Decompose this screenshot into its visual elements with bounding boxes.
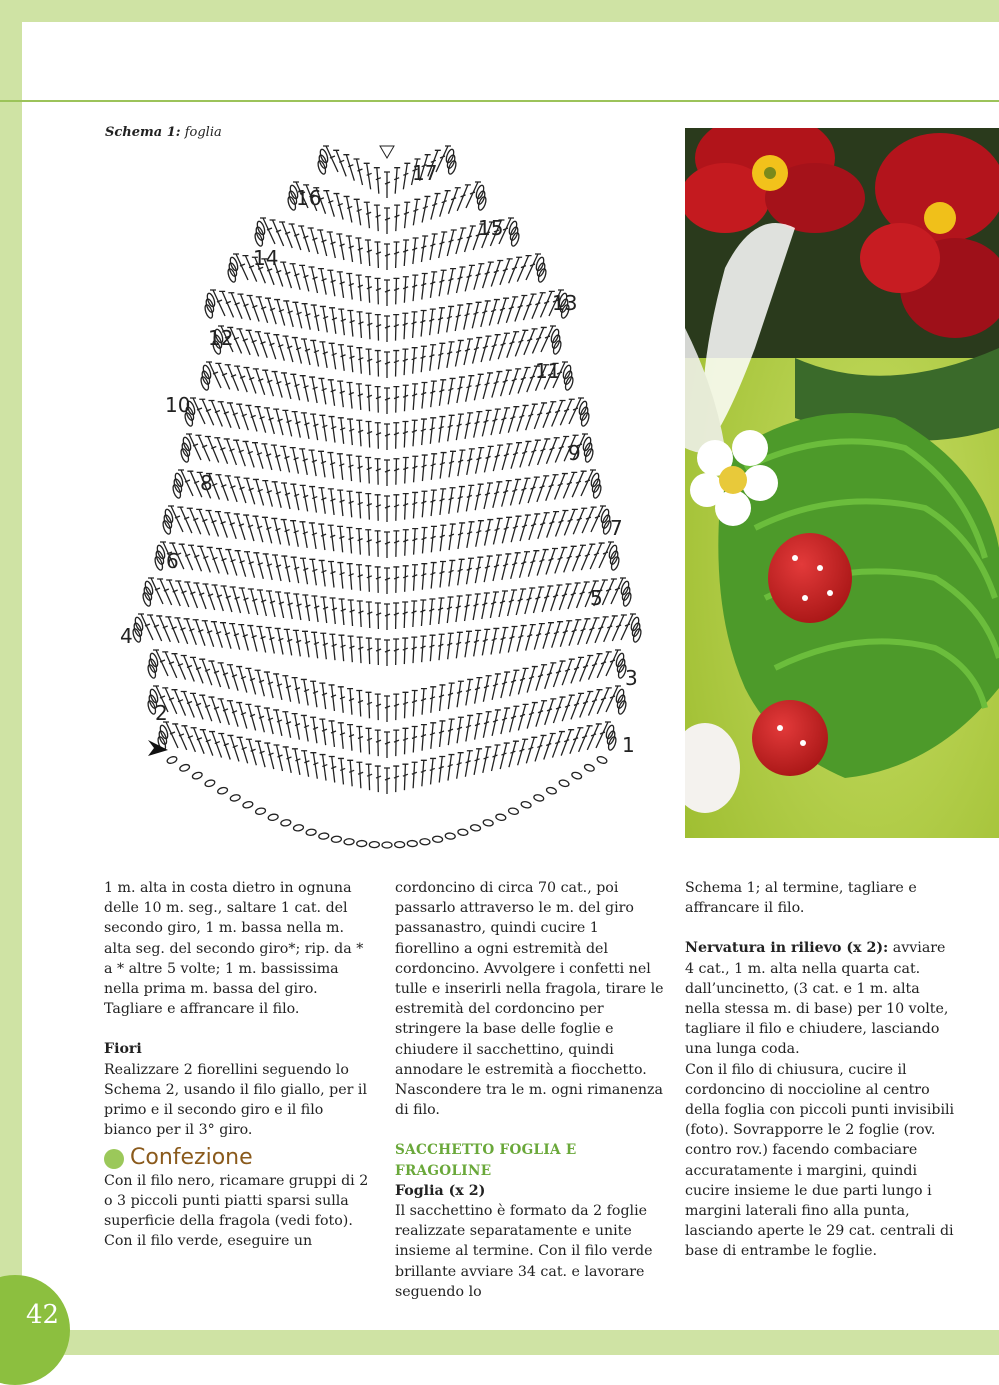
text-column-3 bbox=[685, 878, 955, 1262]
header-rule bbox=[0, 100, 999, 102]
confezione-title: Confezione bbox=[130, 1145, 253, 1171]
row-number-label: 17 bbox=[412, 161, 438, 185]
strawberry-icon bbox=[752, 700, 828, 776]
row-number-label: 13 bbox=[552, 291, 578, 315]
confezione-text: Con il filo nero, ricamare gruppi di 2 o 3 piccoli punti piatti sparsi sulla superficie della fragola (vedi foto). Con il filo verde, eseguire un bbox=[104, 1172, 369, 1250]
row-number-label: 6 bbox=[166, 549, 179, 573]
crochet-chart-leaf bbox=[100, 140, 680, 860]
row-number-label: 9 bbox=[568, 441, 581, 465]
strawberry-icon bbox=[768, 533, 852, 623]
col1-paragraph-2: Tagliare e affrancare il filo. bbox=[104, 1001, 300, 1018]
foglia-heading: Foglia (x 2) bbox=[395, 1182, 486, 1199]
row-number-label: 5 bbox=[590, 586, 603, 610]
schema-title bbox=[105, 125, 222, 140]
bottom-band bbox=[0, 1330, 999, 1355]
schema-name: foglia bbox=[184, 125, 222, 140]
col3-paragraph-3: Con il filo di chiusura, cucire il cordoncino di noccioline al centro della foglia con piccoli punti invisibili (foto). Sovrapporre le 2 foglie (rov. contro rov.) facendo combaciare accuratamente i margini, quindi cucire insieme le due parti lungo i margini laterali fino alla punta, lasciando aperte le 29 cat. centrali di base di entrambe le foglie. bbox=[685, 1061, 955, 1260]
foglia-text: Il sacchettino è formato da 2 foglie realizzate separatamente e unite insieme al termine. Con il filo verde brillante avviare 34 cat. e lavorare seguendo lo bbox=[395, 1203, 653, 1300]
nervatura-text: avviare 4 cat., 1 m. alta nella quarta cat. dall’uncinetto, (3 cat. e 1 m. alta nella stessa m. di base) per 10 volte, tagliare il filo e chiudere, lasciando una lunga coda. bbox=[685, 940, 949, 1058]
row-number-label: 2 bbox=[155, 701, 168, 725]
row-number-label: 11 bbox=[535, 359, 561, 383]
col2-paragraph-1: cordoncino di circa 70 cat., poi passarlo attraverso le m. del giro passanastro, quindi cucire 1 fiorellino a ogni estremità del cordoncino. Avvolgere i confetti nel tulle e inserirli nella fragola, tirare le estremità del cordoncino per stringere la base delle foglie e chiudere il sacchettino, quindi annodare le estremità a fiocchetto. Nascondere tra le m. ogni rimanenza di filo. bbox=[395, 880, 664, 1119]
col3-paragraph-1: Schema 1; al termine, tagliare e affrancare il filo. bbox=[685, 880, 917, 917]
fiori-text: Realizzare 2 fiorellini seguendo lo Schema 2, usando il filo giallo, per il primo e il secondo giro e il filo bianco per il 3° giro. bbox=[104, 1061, 368, 1139]
row-number-label: 8 bbox=[200, 471, 213, 495]
section-heading: SACCHETTO FOGLIA E FRAGOLINE bbox=[395, 1142, 577, 1179]
bullet-dot-icon bbox=[104, 1149, 124, 1169]
row-number-label: 4 bbox=[120, 624, 133, 648]
chart-body bbox=[132, 146, 643, 848]
row-number-label: 15 bbox=[478, 216, 504, 240]
fiori-heading: Fiori bbox=[104, 1041, 142, 1058]
row-number-label: 3 bbox=[625, 666, 638, 690]
page-number-badge bbox=[0, 1275, 70, 1385]
row-number-label: 10 bbox=[165, 393, 191, 417]
row-number-label: 7 bbox=[610, 516, 623, 540]
text-column-1 bbox=[104, 878, 374, 1251]
page-number: 42 bbox=[26, 1300, 60, 1330]
nervatura-paragraph bbox=[685, 938, 955, 1059]
row-number-label: 1 bbox=[622, 733, 635, 757]
row-number-label: 16 bbox=[296, 186, 322, 210]
col1-paragraph-1: 1 m. alta in costa dietro in ognuna delle 10 m. seg., saltare 1 cat. del secondo giro, 1 m. bassa nella m. alta seg. del secondo giro*; rip. da * a * altre 5 volte; 1 m. bassissima nella prima m. bassa del giro. bbox=[104, 880, 364, 998]
confezione-heading bbox=[104, 1145, 374, 1171]
nervatura-heading: Nervatura in rilievo (x 2): bbox=[685, 940, 889, 957]
crochet-strawberry-leaf-photo bbox=[685, 128, 999, 838]
row-number-label: 12 bbox=[208, 326, 234, 350]
top-tip-icon bbox=[380, 146, 394, 158]
top-band bbox=[0, 0, 999, 22]
row-number-label: 14 bbox=[253, 246, 279, 270]
left-band bbox=[0, 0, 22, 1355]
schema-label: Schema 1: bbox=[105, 125, 181, 140]
text-column-2 bbox=[395, 878, 665, 1302]
